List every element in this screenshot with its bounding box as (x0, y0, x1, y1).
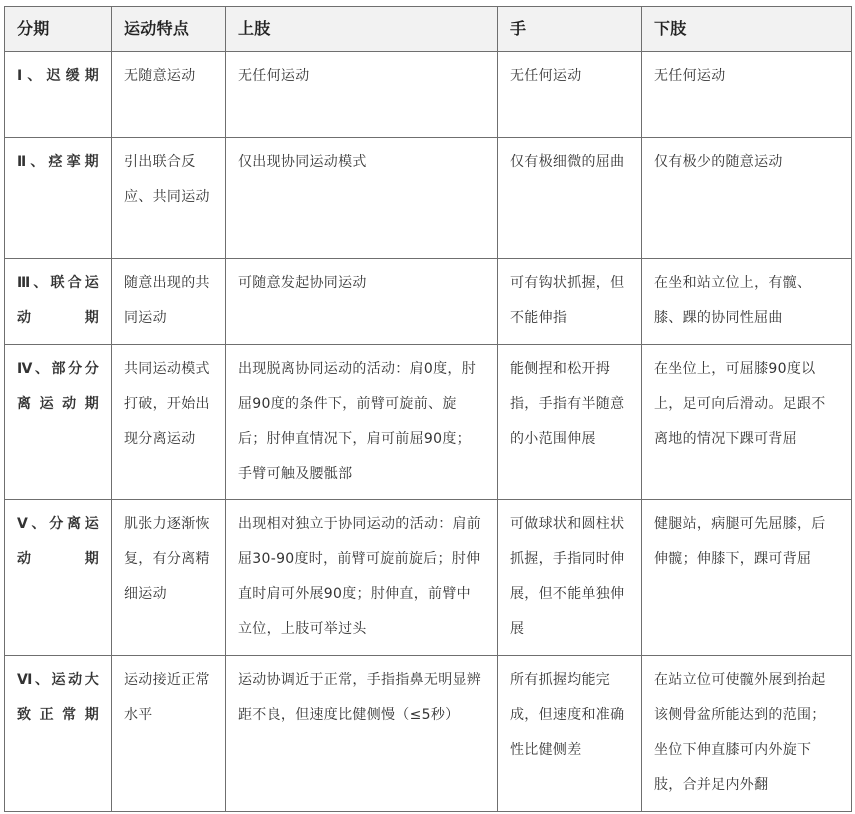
lower-limb-cell: 在坐和站立位上，有髋、膝、踝的协同性屈曲 (642, 259, 852, 345)
hand-cell: 无任何运动 (498, 52, 642, 138)
table-row (5, 138, 852, 259)
lower-limb-cell: 在站立位可使髋外展到抬起该侧骨盆所能达到的范围；坐位下伸直膝可内外旋下肢，合并足内外翻 (642, 656, 852, 812)
stroke-recovery-stages-table (4, 6, 852, 812)
hand-cell: 能侧捏和松开拇指，手指有半随意的小范围伸展 (498, 345, 642, 500)
stage-cell: Ⅳ、部分分离运动期 (5, 345, 112, 500)
stage-cell: Ⅱ、痉挛期 (5, 138, 112, 259)
upper-limb-cell: 运动协调近于正常，手指指鼻无明显辨距不良，但速度比健侧慢（≤5秒） (226, 656, 498, 812)
table-row (5, 259, 852, 345)
header-row (5, 7, 852, 52)
table-row (5, 500, 852, 656)
hand-cell: 可做球状和圆柱状抓握，手指同时伸展，但不能单独伸展 (498, 500, 642, 656)
upper-limb-cell: 可随意发起协同运动 (226, 259, 498, 345)
table-container (4, 6, 852, 812)
hand-cell: 所有抓握均能完成，但速度和准确性比健侧差 (498, 656, 642, 812)
lower-limb-cell: 健腿站，病腿可先屈膝，后伸髋；伸膝下，踝可背屈 (642, 500, 852, 656)
stage-cell: Ⅲ、联合运动期 (5, 259, 112, 345)
feature-cell: 无随意运动 (112, 52, 226, 138)
hand-cell: 仅有极细微的屈曲 (498, 138, 642, 259)
header-upper-limb: 上肢 (226, 7, 498, 52)
header-stage: 分期 (5, 7, 112, 52)
table-row (5, 52, 852, 138)
table-row (5, 345, 852, 500)
lower-limb-cell: 在坐位上，可屈膝90度以上，足可向后滑动。足跟不离地的情况下踝可背屈 (642, 345, 852, 500)
header-hand: 手 (498, 7, 642, 52)
stage-cell: Ⅵ、运动大致正常期 (5, 656, 112, 812)
feature-cell: 随意出现的共同运动 (112, 259, 226, 345)
lower-limb-cell: 无任何运动 (642, 52, 852, 138)
stage-cell: Ⅴ、分离运动期 (5, 500, 112, 656)
upper-limb-cell: 仅出现协同运动模式 (226, 138, 498, 259)
upper-limb-cell: 出现相对独立于协同运动的活动：肩前屈30-90度时，前臂可旋前旋后；肘伸直时肩可外展90度；肘伸直，前臂中立位，上肢可举过头 (226, 500, 498, 656)
stage-cell: Ⅰ、迟缓期 (5, 52, 112, 138)
lower-limb-cell: 仅有极少的随意运动 (642, 138, 852, 259)
header-feature: 运动特点 (112, 7, 226, 52)
header-lower-limb: 下肢 (642, 7, 852, 52)
upper-limb-cell: 无任何运动 (226, 52, 498, 138)
feature-cell: 肌张力逐渐恢复，有分离精细运动 (112, 500, 226, 656)
feature-cell: 运动接近正常水平 (112, 656, 226, 812)
table-row (5, 656, 852, 812)
hand-cell: 可有钩状抓握，但不能伸指 (498, 259, 642, 345)
feature-cell: 引出联合反应、共同运动 (112, 138, 226, 259)
upper-limb-cell: 出现脱离协同运动的活动：肩0度，肘屈90度的条件下，前臂可旋前、旋后；肘伸直情况下，肩可前屈90度；手臂可触及腰骶部 (226, 345, 498, 500)
feature-cell: 共同运动模式打破，开始出现分离运动 (112, 345, 226, 500)
